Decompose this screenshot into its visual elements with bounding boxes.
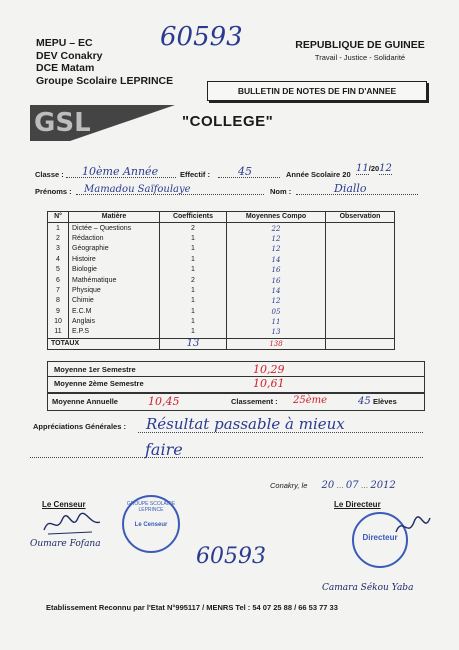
republic-motto: Travail - Justice - Solidarité bbox=[314, 53, 406, 62]
observation bbox=[326, 327, 395, 338]
subject: Dictée – Questions bbox=[69, 223, 160, 234]
eleves-count: 45 bbox=[358, 396, 371, 407]
signature-icon bbox=[392, 512, 432, 542]
grade: 14 bbox=[227, 255, 326, 265]
coefficient: 2 bbox=[160, 223, 227, 234]
observation bbox=[326, 244, 395, 254]
header-line: Groupe Scolaire LEPRINCE bbox=[36, 74, 174, 87]
semester-divider bbox=[48, 376, 424, 377]
table-row bbox=[48, 265, 395, 275]
appreciation-line-1 bbox=[138, 415, 423, 433]
college-title: "COLLEGE" bbox=[182, 113, 274, 130]
table-row bbox=[48, 223, 395, 234]
observation bbox=[326, 275, 395, 285]
totals-label: TOTAUX bbox=[48, 338, 160, 349]
table-row bbox=[48, 234, 395, 244]
table-row bbox=[48, 296, 395, 306]
date-day: 20 bbox=[321, 480, 335, 491]
totals-row bbox=[48, 338, 395, 349]
subject: E.P.S bbox=[69, 327, 160, 338]
nom-field bbox=[296, 179, 418, 195]
grade: 12 bbox=[227, 244, 326, 254]
stamp-ring-text: GROUPE SCOLAIRE LEPRINCE bbox=[126, 501, 176, 513]
observation bbox=[326, 317, 395, 327]
reference-number-bottom: 60593 bbox=[196, 544, 266, 569]
subject: Physique bbox=[69, 286, 160, 296]
grade: 12 bbox=[227, 234, 326, 244]
effectif-label: Effectif : bbox=[180, 170, 210, 179]
column-header: Matière bbox=[69, 212, 160, 223]
annee-sep: /20 bbox=[368, 164, 380, 173]
classement-label: Classement : bbox=[231, 397, 278, 406]
table-row bbox=[48, 244, 395, 254]
grades-table bbox=[47, 211, 395, 350]
classement-value: 25ème bbox=[293, 395, 328, 406]
directeur-signature bbox=[392, 512, 432, 542]
column-header: Moyennes Compo bbox=[227, 212, 326, 223]
moy-annuelle-value: 10,45 bbox=[148, 395, 180, 408]
coefficient: 1 bbox=[160, 286, 227, 296]
appreciation-label: Appréciations Générales : bbox=[33, 422, 126, 431]
censeur-name: Oumare Fofana bbox=[30, 539, 101, 549]
reference-number: 60593 bbox=[160, 22, 243, 52]
grades-table-wrap bbox=[47, 211, 395, 350]
table-header-row bbox=[48, 212, 395, 223]
stamp-text: Le Censeur bbox=[134, 522, 168, 528]
nom-value: Diallo bbox=[334, 182, 367, 195]
table-row bbox=[48, 275, 395, 285]
row-number: 3 bbox=[48, 244, 69, 254]
observation bbox=[326, 286, 395, 296]
table-row bbox=[48, 317, 395, 327]
header-line: MEPU – EC bbox=[36, 37, 93, 49]
school-logo bbox=[30, 95, 175, 143]
subject: Mathématique bbox=[69, 275, 160, 285]
date-month: 07 bbox=[345, 480, 359, 491]
svg-text:GSL: GSL bbox=[34, 108, 91, 138]
classe-field bbox=[66, 162, 176, 178]
classe-value: 10ème Année bbox=[82, 165, 159, 178]
moy2-label: Moyenne 2ème Semestre bbox=[54, 379, 144, 388]
moy1-value: 10,29 bbox=[253, 363, 285, 376]
table-row bbox=[48, 327, 395, 338]
moy2-value: 10,61 bbox=[253, 377, 285, 390]
table-row bbox=[48, 307, 395, 317]
semester-box bbox=[47, 361, 425, 393]
subject: Géographie bbox=[69, 244, 160, 254]
column-header: Observation bbox=[326, 212, 395, 223]
stamp2-text: Directeur bbox=[362, 533, 398, 542]
grade: 14 bbox=[227, 286, 326, 296]
coefficient: 1 bbox=[160, 255, 227, 265]
coefficient: 1 bbox=[160, 327, 227, 338]
header-left bbox=[36, 37, 173, 87]
observation bbox=[326, 307, 395, 317]
coefficient: 1 bbox=[160, 317, 227, 327]
row-number: 11 bbox=[48, 327, 69, 338]
totals-value: 138 bbox=[227, 338, 326, 349]
table-row bbox=[48, 255, 395, 265]
totals-coef: 13 bbox=[160, 338, 227, 349]
row-number: 9 bbox=[48, 307, 69, 317]
subject: Anglais bbox=[69, 317, 160, 327]
row-number: 6 bbox=[48, 275, 69, 285]
directeur-label: Le Directeur bbox=[334, 500, 381, 509]
row-number: 2 bbox=[48, 234, 69, 244]
grade: 05 bbox=[227, 307, 326, 317]
date-year: 2012 bbox=[370, 480, 396, 491]
coefficient: 1 bbox=[160, 296, 227, 306]
row-number: 5 bbox=[48, 265, 69, 275]
coefficient: 1 bbox=[160, 265, 227, 275]
date-line: Conakry, le 20 … 07 … 2012 bbox=[270, 480, 396, 491]
header-line: DCE Matam bbox=[36, 62, 95, 74]
prenoms-value: Mamadou Saïfoulaye bbox=[84, 184, 191, 195]
annee-field bbox=[356, 163, 392, 174]
row-number: 1 bbox=[48, 223, 69, 234]
observation bbox=[326, 234, 395, 244]
bulletin-title: BULLETIN DE NOTES DE FIN D'ANNEE bbox=[207, 81, 427, 101]
censeur-label: Le Censeur bbox=[42, 500, 86, 509]
prenoms-label: Prénoms : bbox=[35, 187, 72, 196]
eleves bbox=[358, 396, 397, 407]
annee-label: Année Scolaire 20 bbox=[286, 170, 351, 179]
republic-title: REPUBLIQUE DE GUINEE bbox=[295, 39, 425, 51]
row-number: 10 bbox=[48, 317, 69, 327]
coefficient: 2 bbox=[160, 275, 227, 285]
censeur-stamp bbox=[122, 495, 180, 553]
grade: 16 bbox=[227, 265, 326, 275]
grade: 12 bbox=[227, 296, 326, 306]
grade: 16 bbox=[227, 275, 326, 285]
logo-icon bbox=[30, 95, 175, 143]
observation bbox=[326, 223, 395, 234]
prenoms-field bbox=[76, 179, 264, 195]
grade: 22 bbox=[227, 223, 326, 234]
place-label: Conakry, le bbox=[270, 481, 308, 490]
coefficient: 1 bbox=[160, 234, 227, 244]
annee-to: 12 bbox=[379, 163, 392, 174]
censeur-signature bbox=[42, 512, 102, 538]
appreciation-line-2 bbox=[30, 440, 423, 458]
annee-from: 11 bbox=[356, 163, 369, 174]
footer: Etablissement Reconnu par l'Etat N°995117 / MENRS Tel : 54 07 25 88 / 66 53 77 33 bbox=[46, 603, 338, 612]
coefficient: 1 bbox=[160, 307, 227, 317]
table-row bbox=[48, 286, 395, 296]
row-number: 8 bbox=[48, 296, 69, 306]
row-number: 7 bbox=[48, 286, 69, 296]
subject: Biologie bbox=[69, 265, 160, 275]
row-number: 4 bbox=[48, 255, 69, 265]
observation bbox=[326, 265, 395, 275]
effectif-value: 45 bbox=[238, 165, 252, 178]
subject: Histoire bbox=[69, 255, 160, 265]
classe-label: Classe : bbox=[35, 170, 64, 179]
subject: Chimie bbox=[69, 296, 160, 306]
coefficient: 1 bbox=[160, 244, 227, 254]
header-line: DEV Conakry bbox=[36, 49, 103, 62]
observation bbox=[326, 255, 395, 265]
subject: E.C.M bbox=[69, 307, 160, 317]
annual-box bbox=[47, 393, 425, 411]
nom-label: Nom : bbox=[270, 187, 292, 196]
eleves-label: Elèves bbox=[372, 397, 397, 406]
column-header: N° bbox=[48, 212, 69, 223]
appreciation-text-2: faire bbox=[145, 440, 183, 459]
effectif-field bbox=[218, 162, 280, 178]
totals-observation bbox=[326, 338, 395, 349]
moy-annuelle-label: Moyenne Annuelle bbox=[52, 397, 118, 406]
grade: 13 bbox=[227, 327, 326, 338]
directeur-name: Camara Sékou Yaba bbox=[322, 583, 414, 593]
grade: 11 bbox=[227, 317, 326, 327]
appreciation-text-1: Résultat passable à mieux bbox=[146, 415, 345, 433]
moy1-label: Moyenne 1er Semestre bbox=[54, 365, 136, 374]
observation bbox=[326, 296, 395, 306]
subject: Rédaction bbox=[69, 234, 160, 244]
header-right bbox=[285, 39, 435, 62]
column-header: Coefficients bbox=[160, 212, 227, 223]
signature-icon bbox=[42, 512, 102, 538]
